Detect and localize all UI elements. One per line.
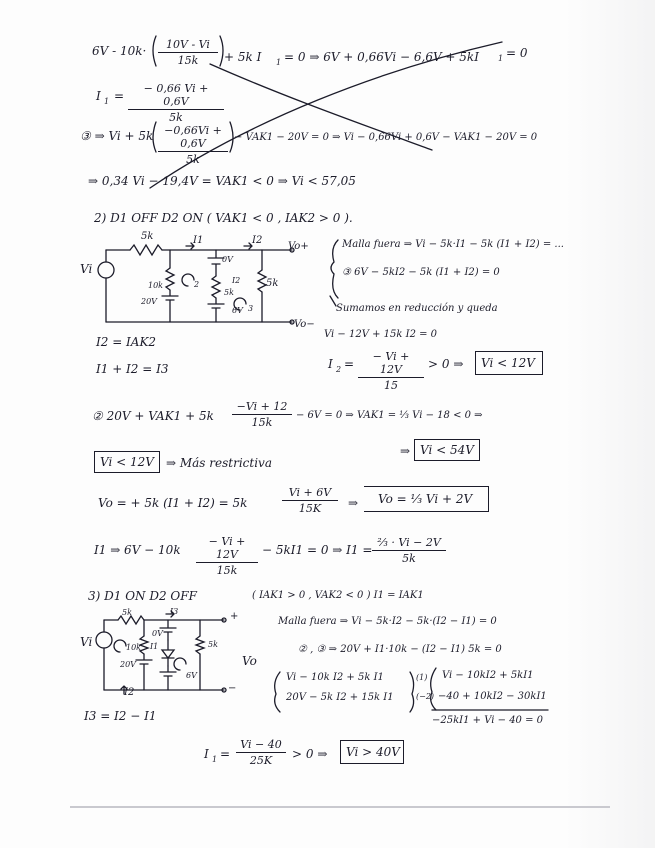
c2-voplus-label: Vo+ (288, 241, 309, 252)
eq1-part-a: 6V - 10k· (92, 44, 147, 58)
i2-eq-lhs: I (328, 357, 333, 371)
final-result-text: Vi > 40V (346, 745, 400, 759)
c3-r-top-label: 5k (122, 608, 132, 617)
c3-battery-20v (136, 654, 152, 690)
c3-battery-6v (160, 666, 176, 690)
i1-fraction-num: − 0,66 Vi + 0,6V (128, 82, 224, 110)
c3-i2-label: I2 (124, 687, 135, 698)
c3-vo-label: Vo (242, 654, 257, 668)
sys-row2: 20V − 5k I2 + 15k I1 (286, 692, 394, 703)
vi-12-text: Vi < 12V (100, 455, 154, 469)
c3-battery-0v (160, 620, 176, 640)
c2-i2top-label: I2 (252, 235, 263, 246)
final-fraction-num: Vi − 40 (236, 738, 286, 753)
res-row3: −25kI1 + Vi − 40 = 0 (432, 715, 544, 726)
restrict-text: ⇒ Más restrictiva (166, 456, 272, 470)
sec2-mesh-line3: Sumamos en reducción y queda (336, 303, 498, 314)
eq3-fraction-num: −0,66Vi + 0,6V (158, 124, 228, 152)
loop2-eq-a: ② 20V + VAK1 + 5k (92, 409, 214, 423)
i1-sec2-fraction-num: − Vi + 12V (196, 535, 258, 563)
c3-i3-label: I3 (170, 607, 179, 616)
c2-loop3-arc (234, 298, 246, 310)
c2-vominus-label: Vo− (294, 319, 315, 330)
i2-eq-cond: > 0 ⇒ (428, 357, 464, 371)
c3-v6-label: 6V (186, 671, 197, 680)
i1-eq-b: − 5kI1 = 0 ⇒ I1 = (262, 543, 373, 557)
sec2-heading: 2) D1 OFF D2 ON ( VAK1 < 0 , IAK2 > 0 ). (94, 211, 353, 225)
eq3-fraction-den: 5k (186, 153, 200, 166)
vo-arrow: ⇒ (348, 496, 359, 510)
sec3-brace-right (431, 668, 436, 710)
c3-minus-label: − (228, 683, 237, 694)
eq1-fraction-num: 10V - Vi (158, 38, 218, 53)
final-fraction-den: 25K (249, 754, 273, 767)
c2-v6-label: 6V (232, 306, 243, 315)
i2-fraction-num: − Vi + 12V (358, 350, 424, 378)
c2-i1-label: I1 (193, 235, 204, 246)
loop2-fraction-den: 15k (251, 416, 273, 429)
c2-arrow-i1 (186, 243, 194, 249)
eq1-part-b: + 5k I (224, 50, 262, 64)
c2-battery-0v (208, 250, 224, 276)
i2-fraction-den: 15 (384, 379, 398, 392)
c3-loop2-arc (114, 640, 126, 652)
c2-ov-label: 0V (222, 255, 233, 264)
i2-eq-eq: = (344, 357, 355, 371)
arrow-54: ⇒ (400, 444, 411, 458)
eq3-paren-right (230, 122, 233, 152)
c2-battery-6v (208, 298, 224, 322)
sec3-brace-mid (410, 672, 414, 712)
sec2-isum-line: I1 + I2 = I3 (96, 362, 169, 376)
circuit-sec3 (96, 608, 226, 694)
c3-diode (162, 640, 174, 666)
c3-ov-label: 0V (152, 629, 163, 638)
eq1-fraction-den: 15k (177, 54, 199, 67)
c2-v20-label: 20V (141, 297, 157, 306)
c2-resistor-5k-right (258, 270, 266, 292)
sys-row1: Vi − 10k I2 + 5k I1 (286, 672, 384, 683)
sec2-mesh-line1: Malla fuera ⇒ Vi − 5k·I1 − 5k (I1 + I2) = ... (342, 239, 564, 250)
sys-mult2: (−2) (416, 692, 435, 701)
c3-r5k-label: 5k (208, 640, 218, 649)
c2-arrow-i2 (244, 243, 252, 249)
paper-shadow (565, 0, 655, 848)
c3-i1-label: I1 (150, 642, 159, 651)
eq1-part-c-sub: 1 (498, 54, 504, 63)
c2-resistor-top (130, 245, 162, 255)
final-cond: > 0 ⇒ (292, 747, 328, 761)
i1-result-den: 5k (402, 552, 416, 565)
c3-plus-label: + (230, 611, 239, 622)
c3-v20-label: 20V (120, 660, 136, 669)
sec3-mesh-line2: ② , ③ ⇒ 20V + I1·10k − (I2 − I1) 5k = 0 (298, 644, 502, 655)
sec3-brace-left (275, 672, 280, 712)
i2-eq-sub: 2 (336, 365, 342, 374)
c2-source-vi (98, 262, 114, 278)
sec3-i3-line: I3 = I2 − I1 (84, 709, 157, 723)
c3-vi-label: Vi (80, 635, 93, 649)
loop2-eq-b: − 6V = 0 ⇒ VAK1 = ⅓ Vi − 18 < 0 ⇒ (296, 410, 483, 421)
sec2-mesh-line2: ③ 6V − 5kI2 − 5k (I1 + I2) = 0 (342, 267, 500, 278)
i1-fraction-den: 5k (169, 111, 183, 124)
final-lhs: I (204, 747, 209, 761)
sec3-heading: 3) D1 ON D2 OFF (88, 589, 197, 603)
c3-source-vi (96, 632, 112, 648)
strike-line-2 (210, 64, 432, 150)
sec2-iak-line: I2 = IAK2 (96, 335, 157, 349)
sec3-cond: ( IAK1 > 0 , VAK2 < 0 ) I1 = IAK1 (252, 590, 424, 601)
c2-r10k-label: 10k (148, 281, 164, 290)
res-row1: Vi − 10kI2 + 5kI1 (442, 670, 534, 681)
c3-arrow-i3 (166, 611, 174, 617)
i2-result-text: Vi < 12V (481, 356, 535, 370)
c2-r-top-label: 5k (141, 231, 154, 242)
c2-resistor-10k (166, 268, 174, 290)
eq1-part-d: = 0 (506, 46, 528, 60)
i1-eq: = (114, 89, 125, 103)
i1-result-num: ⅔ · Vi − 2V (372, 536, 446, 551)
c2-vi-label: Vi (80, 262, 93, 276)
eq3-paren-left (153, 122, 156, 152)
final-eq: = (220, 747, 231, 761)
c2-loop2-arc (182, 274, 194, 286)
strike-line-1 (150, 42, 502, 188)
c2-r5kmid-label: 5k (224, 288, 234, 297)
sec2-brace (331, 240, 338, 298)
eq3-part-a: ③ ⇒ Vi + 5k (80, 129, 154, 143)
final-lhs-sub: 1 (212, 755, 218, 764)
sec3-mesh-line1: Malla fuera ⇒ Vi − 5k·I2 − 5k·(I2 − I1) = 0 (278, 616, 497, 627)
c3-resistor-top (118, 616, 144, 624)
sec2-mesh-line4: Vi − 12V + 15k I2 = 0 (324, 329, 438, 340)
c3-loop3-arc (174, 658, 186, 670)
c2-r5kright-label: 5k (266, 278, 279, 289)
c3-resistor-5k (196, 636, 204, 654)
vi-54-text: Vi < 54V (420, 443, 474, 457)
vo-result-text: Vo = ⅓ Vi + 2V (378, 492, 473, 506)
c2-resistor-5k-mid (212, 276, 220, 298)
c2-loop3-label: 3 (248, 304, 254, 313)
eq3-part-b: − VAK1 − 20V = 0 ⇒ Vi − 0,66Vi + 0,6V − VAK1 − 20V = 0 (234, 132, 538, 143)
i1-eq-a: I1 ⇒ 6V − 10k (94, 543, 181, 557)
c2-battery-20v (162, 290, 178, 322)
i1-sec2-fraction-den: 15k (216, 564, 238, 577)
i1-lhs-sub: 1 (104, 97, 110, 106)
res-row2: −40 + 10kI2 − 30kI1 (438, 691, 547, 702)
sec2-brace-arrow (330, 296, 336, 306)
c3-resistor-10k (140, 636, 148, 654)
eq1-paren-right (220, 36, 223, 66)
c3-r10k-label: 10k (126, 643, 142, 652)
eq1-part-b-sub: 1 (276, 58, 282, 67)
loop2-fraction-num: −Vi + 12 (232, 400, 292, 415)
vo-eq-a: Vo = + 5k (I1 + I2) = 5k (98, 496, 248, 510)
c2-loop2-label: 2 (194, 280, 200, 289)
c2-i2-label: I2 (232, 276, 241, 285)
eq1-paren-left (153, 36, 156, 66)
sys-mult1: (1) (416, 673, 428, 682)
vo-fraction-num: Vi + 6V (282, 486, 338, 501)
circuit-sec2 (98, 243, 294, 324)
paper-bottom-edge (70, 806, 610, 808)
i1-lhs: I (96, 89, 101, 103)
vo-fraction-den: 15K (298, 502, 322, 515)
eq1-part-c: = 0 ⇒ 6V + 0,66Vi − 6,6V + 5kI (284, 50, 479, 64)
eq4-line: ⇒ 0,34 Vi − 19,4V = VAK1 < 0 ⇒ Vi < 57,05 (88, 174, 356, 188)
